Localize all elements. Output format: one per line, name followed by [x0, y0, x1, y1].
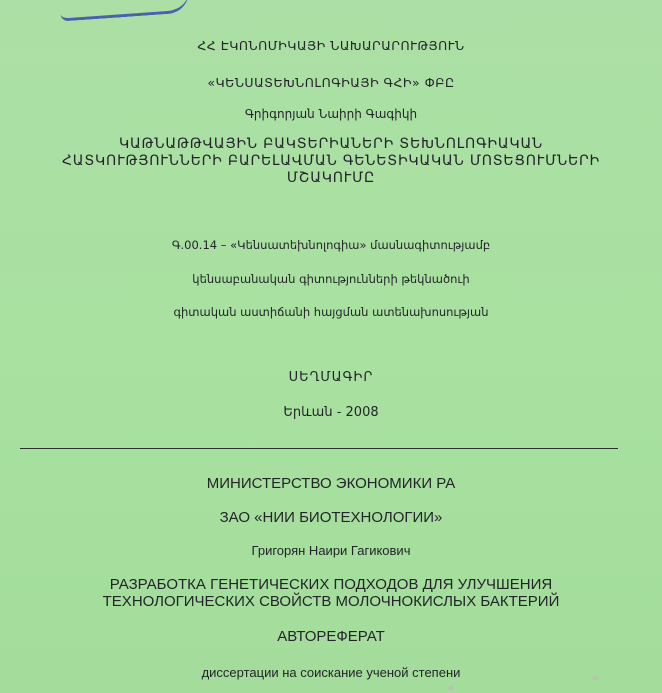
armenian-title-line-3: ՄՇԱԿՈՒՄԸ: [286, 170, 376, 186]
armenian-ministry: ՀՀ ԷԿՈՆՈՄԻԿԱՅԻ ՆԱԽԱՐԱՐՈՒԹՅՈՒՆ: [197, 38, 465, 53]
armenian-city-year: Երևան - 2008: [283, 405, 379, 420]
russian-ministry: МИНИСТЕРСТВО ЭКОНОМИКИ РА: [206, 475, 456, 492]
armenian-degree-line-2: գիտական աստիճանի հայցման ատենախոսության: [173, 305, 489, 319]
armenian-institute: «ԿԵՆՍԱՏԵԽՆՈԼՈԳԻԱՅԻ ԳՀԻ» ՓԲԸ: [207, 75, 455, 90]
armenian-author: Գրիգորյան Նաիրի Գագիկի: [244, 107, 418, 121]
russian-doc-type: АВТОРЕФЕРАТ: [277, 628, 385, 645]
armenian-title-line-1: ԿԱԹՆԱԹԹՎԱՅԻՆ ԲԱԿՏԵՐԻԱՆԵՐԻ ՏԵԽՆՈԼՈԳԻԱԿԱՆ: [118, 136, 544, 152]
russian-degree-line: диссертации на соискание ученой степени: [201, 665, 461, 680]
paper-speck: [592, 676, 598, 680]
pen-mark: [59, 0, 190, 22]
armenian-specialty: Գ.00.14 – «Կենսատեխնոլոգիա» մասնագիտությամբ: [171, 238, 491, 252]
armenian-title-line-2: ՀԱՏԿՈՒԹՅՈՒՆՆԵՐԻ ԲԱՐԵԼԱՎՄԱՆ ԳԵՆԵՏԻԿԱԿԱՆ ՄՈՏԵՑՈՒՄՆԵՐԻ: [61, 153, 600, 169]
russian-institute: ЗАО «НИИ БИОТЕХНОЛОГИИ»: [219, 509, 443, 526]
armenian-doc-type: ՍԵՂՄԱԳԻՐ: [288, 370, 374, 385]
paper-speck: [448, 686, 454, 690]
russian-title-line-1: РАЗРАБОТКА ГЕНЕТИЧЕСКИХ ПОДХОДОВ ДЛЯ УЛУЧШЕНИЯ: [109, 576, 553, 593]
russian-author: Григорян Наири Гагикович: [251, 543, 411, 558]
armenian-degree-line-1: կենսաբանական գիտությունների թեկնածուի: [192, 272, 470, 286]
section-divider: [20, 448, 618, 449]
russian-title-line-2: ТЕХНОЛОГИЧЕСКИХ СВОЙСТВ МОЛОЧНОКИСЛЫХ БАКТЕРИЙ: [102, 593, 560, 610]
